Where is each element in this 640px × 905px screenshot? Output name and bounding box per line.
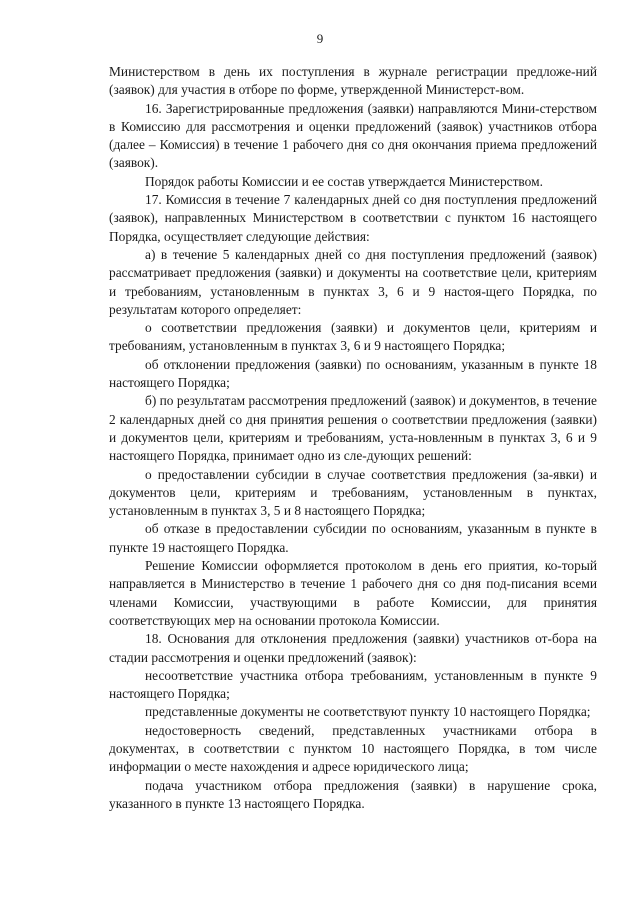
paragraph-item-18: 18. Основания для отклонения предложения (заявки) участников от-бора на стадии рассмотрения и оценки предложений (заявок): xyxy=(109,631,597,665)
paragraph-subitem-a: а) в течение 5 календарных дней со дня поступления предложений (заявок) рассматривает предложения (заявки) и документы на соответствие цели, критериям и требованиям, установленным в пунктах 3, 6 и 9 настоя-щего Порядка, по результатам которого определяет: xyxy=(109,246,597,317)
paragraph-reason-noncompliance: несоответствие участника отбора требованиям, установленным в пункте 9 настоящего Порядка; xyxy=(109,667,597,702)
paragraph-reason-inaccuracy: недостоверность сведений, представленных участниками отбора в документах, в соответствии с пунктом 10 настоящего Порядка, в том числе информации о месте нахождения и адресе юридического лица; xyxy=(109,722,597,775)
paragraph-grant-decision: о предоставлении субсидии в случае соответствия предложения (за-явки) и документов цели, критериям и требованиям, установленным в пунктах, установленным в пунктах 3, 5 и 8 настоящего Порядка; xyxy=(109,466,597,519)
paragraph-protocol: Решение Комиссии оформляется протоколом в день его приятия, ко-торый направляется в Министерство в течение 1 рабочего дня со дня под-писания всеми членами Комиссии, участвующими в работе Комиссии, для принятия соответствующих мер на основании протокола Комиссии. xyxy=(109,558,597,628)
paragraph-reason-documents: представленные документы не соответствуют пункту 10 настоящего Порядка; xyxy=(145,704,591,720)
paragraph-rejection: об отклонении предложения (заявки) по основаниям, указанным в пункте 18 настоящего Порядка; xyxy=(109,356,597,391)
paragraph-refusal-decision: об отказе в предоставлении субсидии по основаниям, указанным в пункте в пункте 19 настоящего Порядка. xyxy=(109,521,597,555)
paragraph-item-16: 16. Зарегистрированные предложения (заявки) направляются Мини-стерством в Комиссию для рассмотрения и оценки предложений (заявок) участников отбора (далее – Комиссия) в течение 1 рабочего дня со дня окончания приема предложений (заявок). xyxy=(109,100,597,171)
paragraph-item-17: 17. Комиссия в течение 7 календарных дней со дня поступления предложений (заявок), направленных Министерством в соответствии с пунктом 16 настоящего Порядка, осуществляет следующие действия: xyxy=(109,192,597,244)
page-number: 9 xyxy=(316,31,324,46)
paragraph-continuation: Министерством в день их поступления в журнале регистрации предложе-ний (заявок) для участия в отборе по форме, утвержденной Министерст-вом. xyxy=(109,64,597,98)
paragraph-compliance: о соответствии предложения (заявки) и документов цели, критериям и требованиям, установленным в пунктах 3, 6 и 9 настоящего Порядка; xyxy=(109,320,597,354)
paragraph-reason-deadline: подача участником отбора предложения (заявки) в нарушение срока, указанного в пункте 13 настоящего Порядка. xyxy=(109,777,597,811)
paragraph-commission-procedure: Порядок работы Комиссии и ее состав утверждается Министерством. xyxy=(145,173,543,189)
paragraph-subitem-b: б) по результатам рассмотрения предложений (заявок) и документов, в течение 2 календарных дней со дня принятия решения о соответствии предложения (заявки) и документов цели, критериям и требованиям, уста-новленным в пунктах 3, 6 и 9 настоящего Порядка, принимает одно из сле-дующих решений: xyxy=(109,393,597,464)
document-body xyxy=(109,63,597,813)
